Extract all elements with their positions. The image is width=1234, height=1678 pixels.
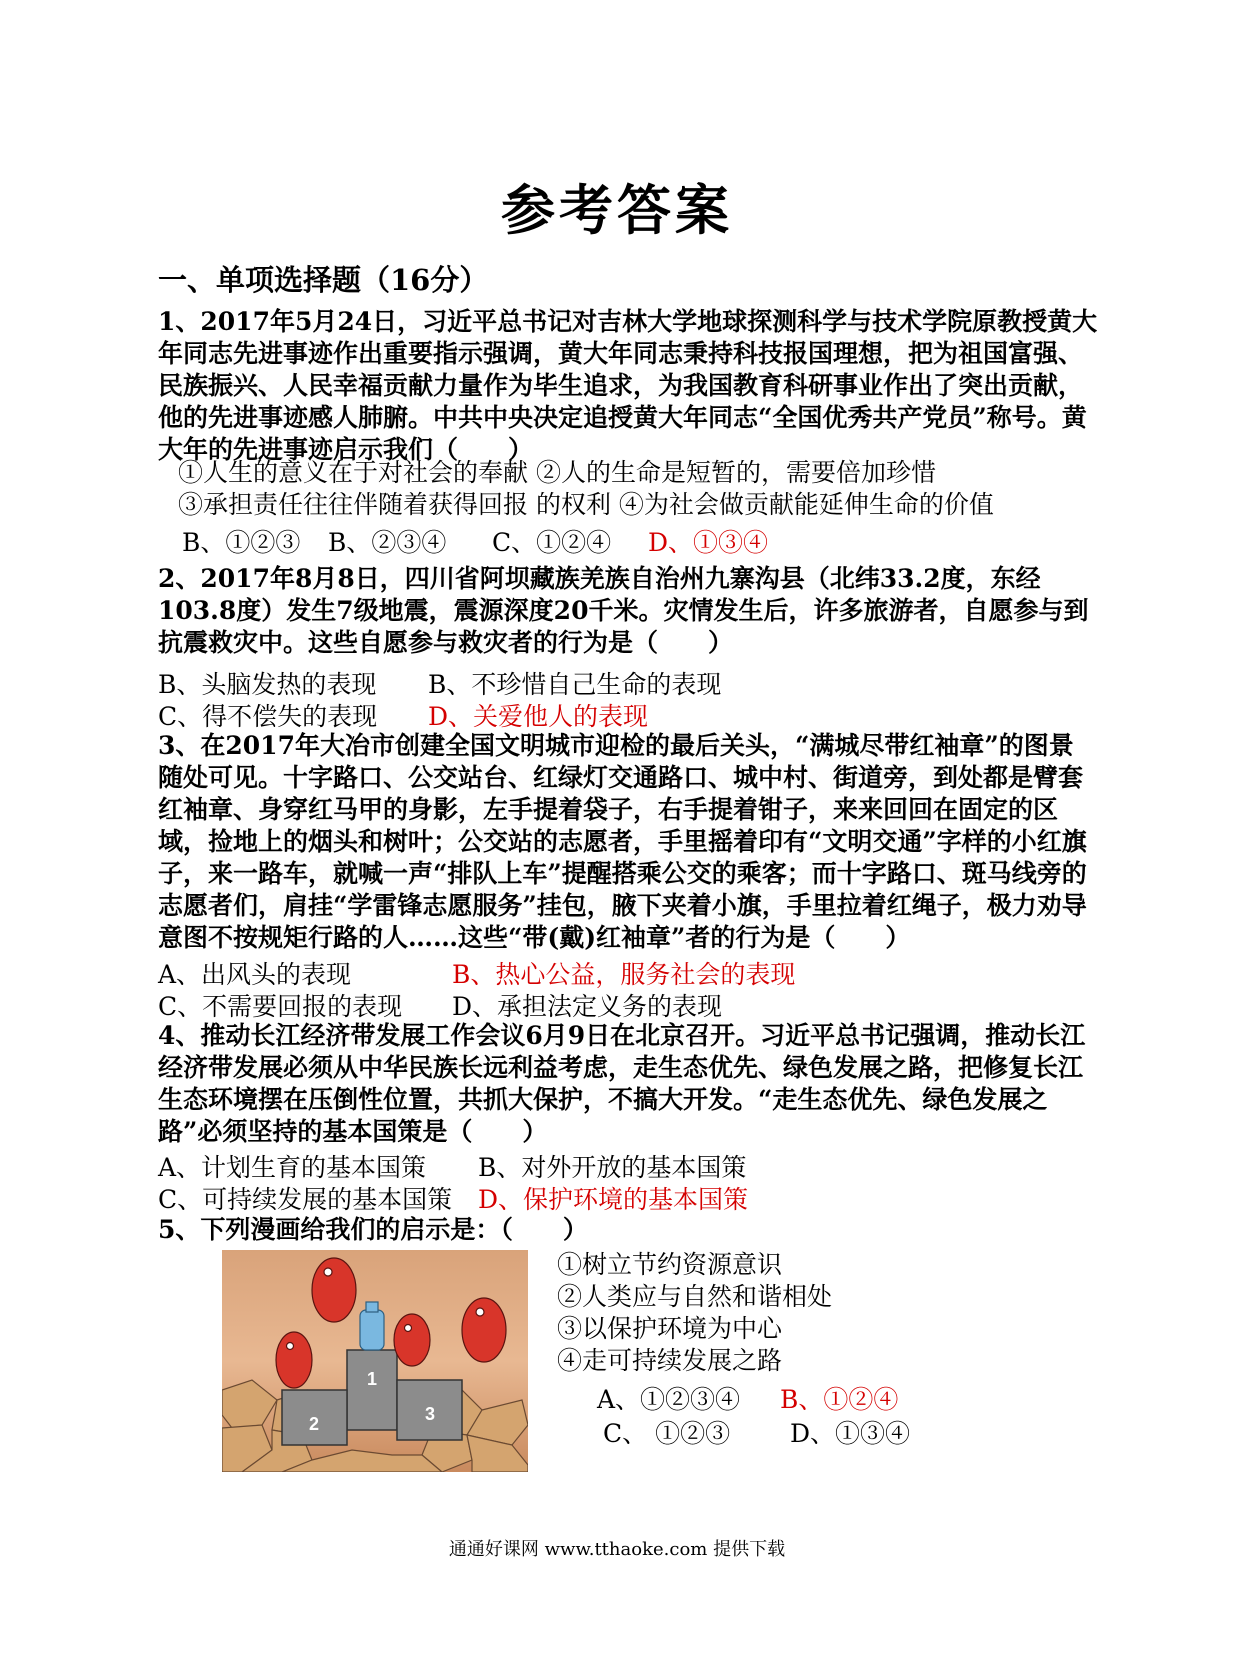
question-5-statement-4: ④走可持续发展之路 [557, 1346, 783, 1375]
question-1-option-b: B、②③④ [328, 528, 447, 557]
question-4-stem: 4、推动长江经济带发展工作会议6月9日在北京召开。习近平总书记强调，推动长江经济带发展必须从中华民族长远利益考虑，走生态优先、绿色发展之路，把修复长江生态环境摆在压倒性位置，共抓大保护，不搞大开发。“走生态优先、绿色发展之路”必须坚持的基本国策是（ ） [158, 1021, 1086, 1146]
question-3-answer-b: B、热心公益，服务社会的表现 [452, 960, 796, 989]
question-4-option-c: C、可持续发展的基本国策 [158, 1185, 453, 1214]
question-3-option-a: A、出风头的表现 [158, 960, 352, 989]
question-2-option-a: B、头脑发热的表现 [158, 670, 377, 699]
page-title: 参考答案 [501, 178, 733, 242]
podium-label-1: 1 [366, 1369, 378, 1389]
question-3-option-c: C、不需要回报的表现 [158, 992, 403, 1021]
question-5-option-c: C、 ①②③ [603, 1419, 731, 1448]
question-5-option-a: A、①②③④ [597, 1385, 741, 1414]
question-4-answer-d: D、保护环境的基本国策 [478, 1185, 749, 1214]
question-1-option-c: C、①②④ [492, 528, 612, 557]
question-5-answer-b: B、①②④ [780, 1385, 899, 1414]
podium-label-3: 3 [424, 1404, 436, 1424]
question-1-stem: 1、2017年5月24日，习近平总书记对吉林大学地球探测科学与技术学院原教授黄大年同志先进事迹作出重要指示强调，黄大年同志秉持科技报国理想，把为祖国富强、民族振兴、人民幸福贡献力量作为毕生追求，为我国教育科研事业作出了突出贡献，他的先进事迹感人肺腑。中共中央决定追授黄大年同志“全国优秀共产党员”称号。黄大年的先进事迹启示我们（ ） [158, 307, 1098, 464]
question-2-stem: 2、2017年8月8日，四川省阿坝藏族羌族自治州九寨沟县（北纬33.2度，东经103.8度）发生7级地震，震源深度20千米。灾情发生后，许多旅游者，自愿参与到抗震救灾中。这些自愿参与救灾者的行为是（ ） [158, 564, 1089, 657]
question-4-option-b: B、对外开放的基本国策 [478, 1153, 747, 1182]
question-3-stem: 3、在2017年大冶市创建全国文明城市迎检的最后关头，“满城尽带红袖章”的图景随处可见。十字路口、公交站台、红绿灯交通路口、城中村、街道旁，到处都是臂套红袖章、身穿红马甲的身影，左手提着袋子，右手提着钳子，来来回回在固定的区域，捡地上的烟头和树叶；公交站的志愿者，手里摇着印有“文明交通”字样的小红旗子，来一路车，就喊一声“排队上车”提醒搭乘公交的乘客；而十字路口、斑马线旁的志愿者们，肩挂“学雷锋志愿服务”挂包，腋下夹着小旗，手里拉着红绳子，极力劝导意图不按规矩行路的人……这些“带(戴)红袖章”者的行为是（ ） [158, 731, 1087, 952]
question-1-statement-2: ③承担责任往往伴随着获得回报 的权利 ④为社会做贡献能延伸生命的价值 [178, 490, 994, 519]
question-5-statement-3: ③以保护环境为中心 [557, 1314, 783, 1343]
question-1-answer-d: D、①③④ [648, 528, 769, 557]
question-2-option-c: C、得不偿失的表现 [158, 702, 378, 731]
podium-label-2: 2 [308, 1414, 320, 1434]
question-5-stem: 5、下列漫画给我们的启示是：（ ） [158, 1215, 588, 1244]
question-3-option-d: D、承担法定义务的表现 [452, 992, 723, 1021]
question-4-option-a: A、计划生育的基本国策 [158, 1153, 427, 1182]
question-1-option-a: B、①②③ [182, 528, 301, 557]
footer-source-note: 通通好课网 www.tthaoke.com 提供下载 [448, 1539, 786, 1560]
question-1-statement-1: ①人生的意义在于对社会的奉献 ②人的生命是短暂的，需要倍加珍惜 [178, 458, 936, 487]
question-5-statement-1: ①树立节约资源意识 [557, 1250, 783, 1279]
question-5-statement-2: ②人类应与自然和谐相处 [557, 1282, 833, 1311]
question-2-option-b: B、不珍惜自己生命的表现 [428, 670, 722, 699]
question-2-answer-d: D、关爱他人的表现 [428, 702, 649, 731]
cartoon-fish-podium-image [222, 1250, 528, 1472]
section-heading: 一、单项选择题（16分） [158, 263, 489, 297]
question-5-option-d: D、①③④ [790, 1419, 911, 1448]
